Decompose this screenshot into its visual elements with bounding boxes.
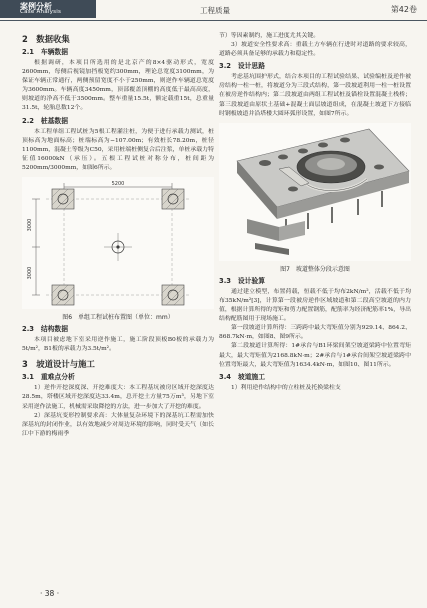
section-label-cn: 案例分析	[20, 2, 52, 11]
left-column	[22, 32, 214, 439]
dim-top: 5200	[111, 181, 125, 188]
pile-data-paragraph: 本工程单组工程试桩为5根工程灌注桩，为便于进行承载力测试，桩顶标高为地面标高；桩端标高为−107.00m；有效桩长78.20m，桩径1100mm，混凝土等级为C50，采用桩端桩侧复合后注浆，单桩承载力特征值16000kN（承压）。五根工程试桩对称分布，桩间距为5200mm/3000mm，如图6所示。	[22, 128, 214, 171]
calculation-paragraph-2: 第一段坡道计算所得：三跨跨中最大弯矩值分别为929.14、864.2、868.7kN·m，如图8、图9所示。	[219, 325, 411, 341]
journal-title: 工程质量	[200, 6, 230, 15]
dim-left-upper: 3000	[27, 218, 33, 232]
calculation-paragraph-3: 第二段坡道计算所得：1#承台与B1环梁间架空坡道梁跨中位置弯矩最大，最大弯矩值为2168.8kN·m；2#承台与1#承台间架空坡道梁跨中位置弯矩最大，最大弯矩值为1634.4kN·m，如图10、图11所示。	[219, 343, 411, 368]
difficulty-paragraph-1: 1）逆作开挖深度深、开挖难度大：本工程基坑被房区域开挖深度达28.5m，塔楼区域开挖深度达33.4m，总开挖土方量75万m³，另地下室采用逆作法施工，机械需采取降挖的方法，进一步加大了开挖的难度。	[22, 385, 214, 410]
figure-6-caption: 图6 单组工程试桩布置图（单位：mm）	[62, 314, 174, 322]
design-idea-paragraph: 考虑基坑围护形式，结合本项目的工程试验结果、试验编桩及逆作被房结构一柱一桩，将坡道分为三段式结构，第一段坡道利用一柱一桩设置在被房逆作结构内；第二段坡道由两组工程试桩及锚栓设置混凝土栈桥；第三段坡道由原状土基础+混凝土面层坡道组成，在混凝土坡道下方接临时钢板坡道并沿塔楼大圆环弧形设置，如图7所示。	[219, 74, 411, 117]
ramp-construction-paragraph: 1）利用逆作结构中的立柱桩及托换梁柱支	[231, 384, 341, 391]
right-column	[219, 32, 411, 393]
continued-paragraph: 节）等因素制约，施工进度尤其关键。	[219, 33, 320, 39]
safety-paragraph: 3）坡道安全性要求高：重载土方车辆在行进时对道路的要求较高，道路必须具备足够的承载力和稳定性。	[219, 42, 411, 58]
section-2-1-heading: 2.1 车辆数据	[22, 48, 69, 56]
section-3-3-heading: 3.3 设计验算	[219, 276, 266, 285]
calculation-paragraph-1: 通过建立模型，布置荷载，恒载不低于均布2kN/m²，活载不低于均布35kN/m²[3]，计算第一段被房逆作区域坡道和第二段高空坡道的内力值，根据计算所得的弯矩和剪力配置钢筋，配筋率为经济配筋率1%，导出结构配筋图用于现场施工。	[219, 288, 411, 323]
section-2-3-heading: 2.3 结构数据	[22, 325, 69, 334]
volume-label: 第42卷	[390, 5, 417, 14]
section-3-heading: 3 坡道设计与施工	[22, 359, 95, 370]
ramp-3d-model	[219, 123, 411, 261]
dim-left-lower: 3000	[27, 266, 33, 280]
page-header	[0, 0, 427, 22]
page-number: · 38 ·	[40, 589, 60, 598]
figure-7-caption: 图7 坡道整体分段示意图	[280, 265, 350, 273]
section-label-en: Case Analysis	[20, 9, 62, 15]
section-2-2-heading: 2.2 桩基数据	[22, 116, 69, 125]
section-3-2-heading: 3.2 设计思路	[219, 62, 266, 71]
section-3-4-heading: 3.4 坡道施工	[219, 372, 266, 381]
difficulty-paragraph-2: 2）深基坑变形控制要求高：大体量复杂环境下的深基坑工程需加快深基坑的封闭作业，以有效地减少对周边环境的影响，同时受天气（如长江中下游的梅雨季	[22, 412, 214, 437]
pile-layout-drawing	[22, 177, 214, 309]
section-badge	[0, 0, 96, 18]
header-divider	[0, 20, 427, 21]
vehicle-data-paragraph: 根据调研，本项目所选用的是北京产的8×4驱动形式，宽度2600mm，每侧后视镜加挡板宽约300mm，理论总宽度3100mm，为保证车辆正常通行，两侧预留宽度不小于250mm，则逆作车辆道总宽度为3600mm。车辆高度3450mm，顶部覆盖顶棚的高度低于最高高度，则坡道的净高不低于3500mm。整车重量15.5t，额定载重15t，总重量31.5t，轮胎总数12个。	[22, 60, 214, 112]
figure-7	[219, 123, 411, 274]
section-2-heading: 2 数据收集	[22, 34, 70, 44]
figure-6	[22, 177, 214, 322]
structure-data-paragraph: 本项目被虑地下室采用逆作施工，施工阶段顶板B0板的承载力为5t/m²，B1板的承载力为3.5t/m²。	[22, 337, 214, 353]
section-3-1-heading: 3.1 重难点分析	[22, 373, 75, 382]
